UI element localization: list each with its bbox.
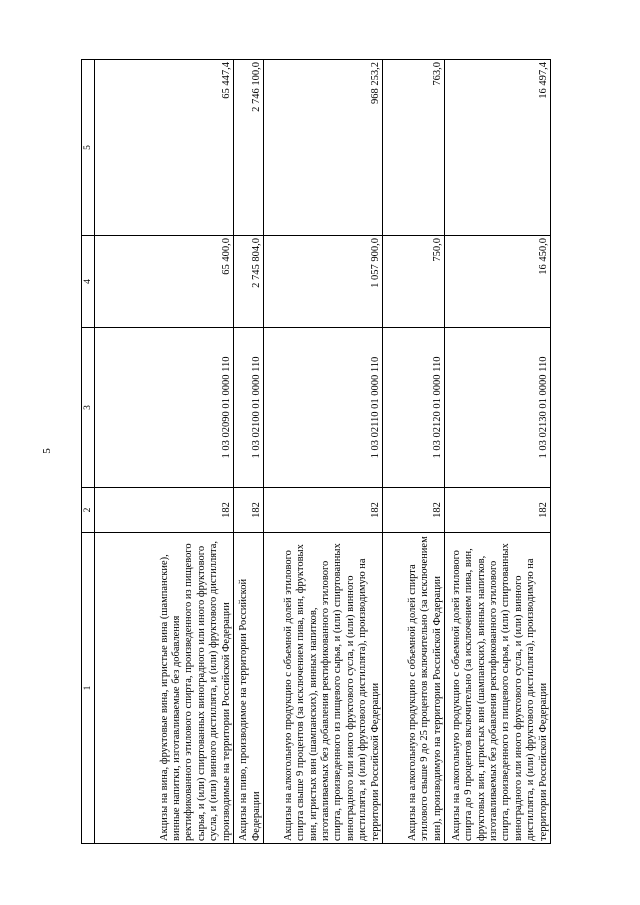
header-col-4: 4 [82,236,95,328]
row-name: Акцизы на алкогольную продукцию с объемной долей этилового спирта свыше 9 процентов (за исключением пива, вин, фруктовых вин, игристых вин (шампанских), винных напитков, изготавливаемых без добавления ректификованного этилового спирта, произведенного из пищевого сырья, и (или) спиртованных виноградного или иного фруктового сусла, и (или) винного дистиллята, и (или) фруктового дистиллята), производимую на территории Российской Федерации [264,533,383,844]
row-admin-code: 182 [445,488,551,533]
table-row [234,60,264,844]
table-row [264,60,383,844]
row-admin-code: 182 [234,488,264,533]
header-col-1: 1 [82,533,95,844]
row-name: Акцизы на алкогольную продукцию с объемной долей спирта этилового свыше 9 до 25 процентов включительно (за исключением вин), производимую на территории Российской Федерации [383,533,445,844]
row-value-col4: 2 745 804,0 [234,236,264,328]
row-name: Акцизы на вина, фруктовые вина, игристые вина (шампанские), винные напитки, изготавливаемые без добавления ректификованного этилового спирта, произведенного из пищевого сырья, и (или) спиртованных виноградного или иного фруктового сусла, и (или) винного дистиллята, и (или) фруктового дистиллята, производимые на территории Российской Федерации [95,533,234,844]
row-value-col4: 65 400,0 [95,236,234,328]
table-row [383,60,445,844]
row-admin-code: 182 [264,488,383,533]
row-budget-code: 1 03 02110 01 0000 110 [264,328,383,488]
row-admin-code: 182 [383,488,445,533]
row-name: Акцизы на пиво, производимое на территории Российской Федерации [234,533,264,844]
table-row [445,60,551,844]
row-budget-code: 1 03 02100 01 0000 110 [234,328,264,488]
page-number: 5 [41,448,53,454]
row-value-col5: 968 253,2 [264,60,383,236]
header-col-5: 5 [82,60,95,236]
row-value-col4: 750,0 [383,236,445,328]
row-value-col4: 1 057 900,0 [264,236,383,328]
row-value-col5: 763,0 [383,60,445,236]
table-row [95,60,234,844]
row-budget-code: 1 03 02120 01 0000 110 [383,328,445,488]
row-admin-code: 182 [95,488,234,533]
row-budget-code: 1 03 02090 01 0000 110 [95,328,234,488]
row-value-col5: 16 497,4 [445,60,551,236]
row-value-col5: 2 746 100,0 [234,60,264,236]
header-col-2: 2 [82,488,95,533]
row-name: Акцизы на алкогольную продукцию с объемной долей этилового спирта до 9 процентов включительно (за исключением пива, вин, фруктовых вин, игристых вин (шампанских), винных напитков, изготавливаемых без добавления ректификованного этилового спирта, произведенного из пищевого сырья, и (или) спиртованных виноградного или иного фруктового сусла, и (или) винного дистиллята, и (или) фруктового дистиллята), производимую на территории Российской Федерации [445,533,551,844]
revenue-table [81,59,551,844]
row-value-col4: 16 450,0 [445,236,551,328]
rotated-table-wrapper [81,60,550,844]
table-header-row [82,60,95,844]
row-value-col5: 65 447,4 [95,60,234,236]
row-budget-code: 1 03 02130 01 0000 110 [445,328,551,488]
header-col-3: 3 [82,328,95,488]
